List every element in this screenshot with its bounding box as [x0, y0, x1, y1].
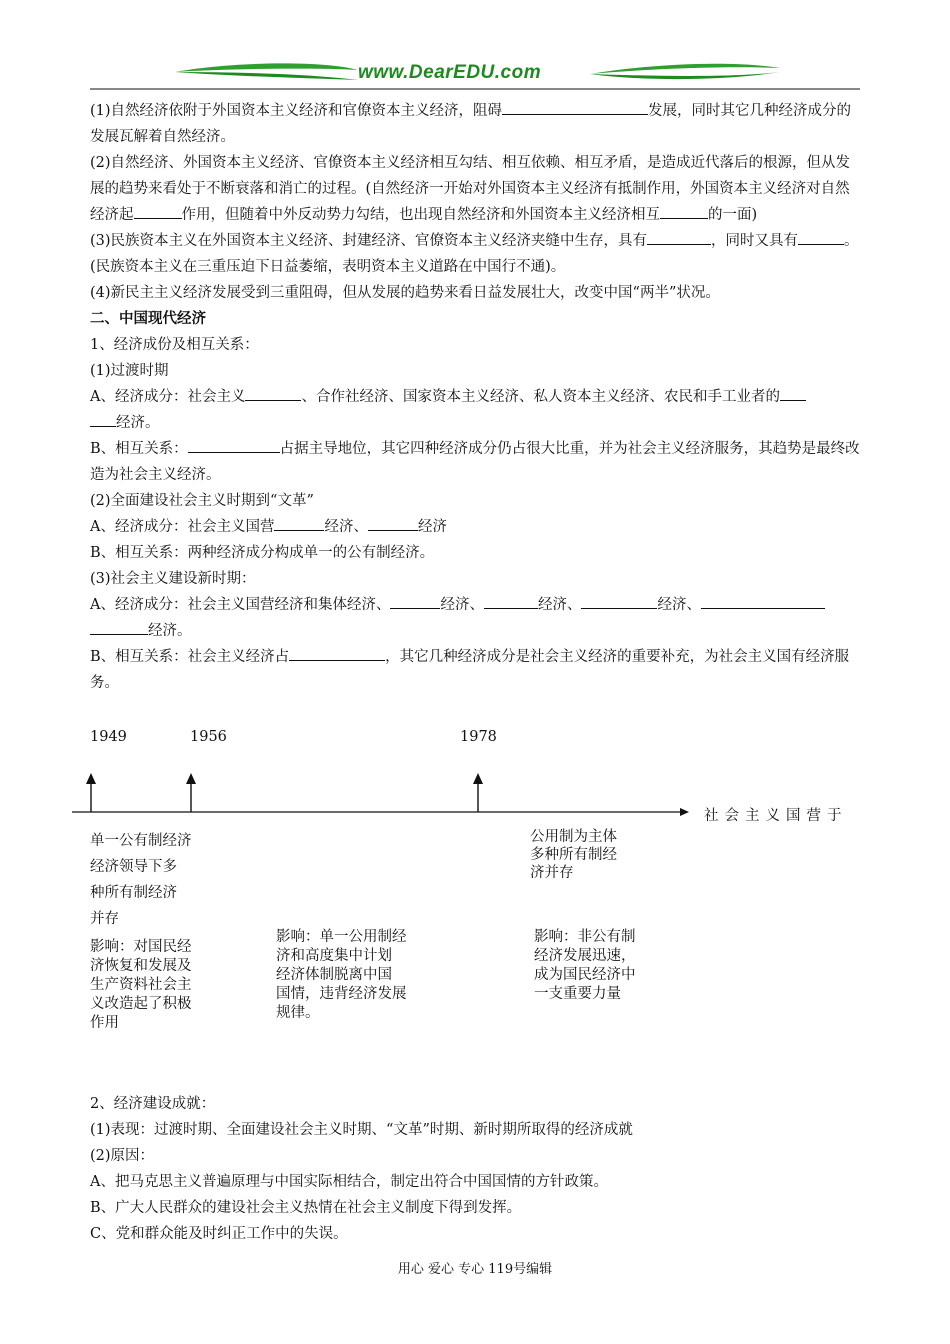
period-3-a: A、经济成分：社会主义国营经济和集体经济、 经济、 经济、 经济、 经济。: [90, 592, 860, 644]
year-1956: 1956: [190, 729, 227, 745]
period-2-b: B、相互关系：两种经济成分构成单一的公有制经济。: [90, 545, 435, 561]
fill-blank: [502, 98, 648, 115]
subheading-1: 1、经济成份及相互关系：: [90, 337, 259, 353]
page-footer: 用心 爱心 专心 119号编辑: [397, 1262, 553, 1277]
paragraph-1: (1)自然经济依附于外国资本主义经济和官僚资本主义经济，阻碍 发展，同时其它几种经济成分的发展瓦解着自然经济。: [90, 98, 860, 150]
paragraph-2: (2)自然经济、外国资本主义经济、官僚资本主义经济相互勾结、相互依赖、相互矛盾，是造成近代落后的根源，但从发展的趋势来看处于不断衰落和消亡的过程。(自然经济一开始对外国资本主义经济有抵制作用，外国资本主义经济对自然经济起 作用，但随着中外反动势力勾结，也出现自然经济和外国资本主义经济相互 的一面): [90, 155, 851, 223]
period-3-title: (3)社会主义建设新时期：: [90, 571, 256, 587]
reason-c: C、党和群众能及时纠正工作中的失误。: [90, 1226, 348, 1242]
timeline-right-label: 社会主义国营于: [704, 808, 848, 824]
fill-blank: [368, 514, 418, 531]
fill-blank: [780, 384, 806, 401]
fill-blank: [188, 436, 280, 453]
period-1-title: (1)过渡时期: [90, 363, 169, 379]
year-1978: 1978: [460, 729, 497, 745]
period-1-b: B、相互关系： 占据主导地位，其它四种经济成分仍占很大比重，并为社会主义经济服务，其趋势是最终改造为社会主义经济。: [90, 436, 860, 488]
achievement-reason-title: (2)原因：: [90, 1148, 155, 1164]
period-1-description: 单一公有制经济 经济领导下多 种所有制经济 并存: [90, 833, 192, 927]
fill-blank: [90, 410, 116, 427]
year-1949: 1949: [90, 729, 127, 745]
fill-blank: [245, 384, 301, 401]
timeline-arrowhead: [680, 808, 689, 816]
fill-blank: [289, 644, 385, 661]
fill-blank: [581, 592, 657, 609]
section-heading: 二、中国现代经济: [90, 311, 206, 327]
achievement-performance: (1)表现：过渡时期、全面建设社会主义时期、“文革”时期、新时期所取得的经济成就: [90, 1122, 633, 1138]
reason-a: A、把马克思主义普遍原理与中国实际相结合，制定出符合中国国情的方针政策。: [90, 1174, 608, 1190]
reason-b: B、广大人民群众的建设社会主义热情在社会主义制度下得到发挥。: [90, 1200, 522, 1216]
paragraph-4: (4)新民主主义经济发展受到三重阻碍，但从发展的趋势来看日益发展壮大，改变中国“两半”状况。: [90, 285, 720, 301]
fill-blank: [390, 592, 440, 609]
document-body-lower: [90, 1091, 860, 1247]
fill-blank: [660, 202, 708, 219]
period-2-a: A、经济成分：社会主义国营 经济、 经济: [90, 514, 860, 540]
site-logo-text: www.DearEDU.com: [358, 62, 542, 83]
period-2-title: (2)全面建设社会主义时期到“文革”: [90, 493, 314, 509]
fill-blank: [274, 514, 324, 531]
period-3-impact: 影响：非公有制 经济发展迅速， 成为国民经济中 一支重要力量: [534, 929, 636, 1002]
period-1-impact: 影响：对国民经 济恢复和发展及 生产资料社会主 义改造起了积极 作用: [90, 939, 192, 1031]
fill-blank: [647, 228, 711, 245]
fill-blank: [701, 592, 825, 609]
period-3-description: 公用制为主体 多种所有制经 济并存: [530, 829, 617, 881]
fill-blank: [134, 202, 182, 219]
fill-blank: [484, 592, 538, 609]
paragraph-3: (3)民族资本主义在外国资本主义经济、封建经济、官僚资本主义经济夹缝中生存，具有 ，同时又具有 。(民族资本主义在三重压迫下日益萎缩，表明资本主义道路在中国行不通)。: [90, 228, 860, 280]
fill-blank: [798, 228, 844, 245]
period-2-impact: 影响：单一公用制经 济和高度集中计划 经济体制脱离中国 国情，违背经济发展 规律。: [276, 929, 407, 1021]
subheading-2: 2、经济建设成就：: [90, 1096, 216, 1112]
period-1-a: A、经济成分：社会主义 、合作社经济、国家资本主义经济、私人资本主义经济、农民和手工业者的 经济。: [90, 384, 860, 436]
fill-blank: [90, 618, 148, 635]
document-body: [90, 98, 860, 696]
period-3-b: B、相互关系：社会主义经济占 ，其它几种经济成分是社会主义经济的重要补充，为社会主义国有经济服务。: [90, 644, 860, 696]
